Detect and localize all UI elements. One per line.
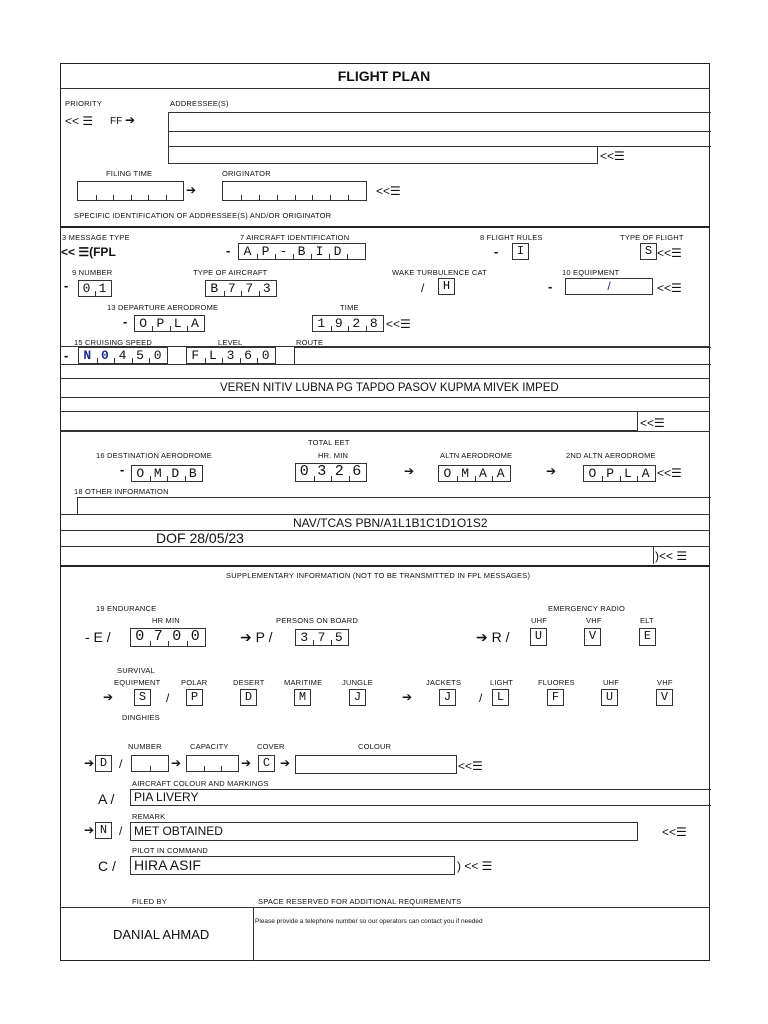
total-eet-field[interactable]: 0 3 2 6 bbox=[295, 463, 367, 482]
destination-field[interactable]: O M D B bbox=[131, 465, 203, 482]
equipment-value: / bbox=[607, 279, 611, 293]
pilot-field[interactable] bbox=[130, 856, 455, 875]
radio-prefix: ➔ R / bbox=[476, 629, 510, 645]
other-info-field[interactable] bbox=[77, 497, 711, 515]
vhf2-field[interactable]: V bbox=[656, 689, 673, 706]
divider bbox=[60, 226, 710, 228]
arrow-icon: ➔ bbox=[280, 756, 291, 770]
level-label: LEVEL bbox=[218, 338, 243, 347]
priority-value: FF bbox=[110, 116, 123, 127]
originator-label: ORIGINATOR bbox=[222, 169, 271, 178]
dinghies-d-field[interactable]: D bbox=[95, 755, 112, 772]
route-field[interactable] bbox=[294, 347, 711, 365]
persons-label: PERSONS ON BOARD bbox=[276, 616, 358, 625]
aircraft-colour-value: PIA LIVERY bbox=[134, 790, 199, 804]
other-info-end-field[interactable] bbox=[60, 546, 654, 564]
originator-field[interactable] bbox=[222, 181, 367, 201]
uhf-field[interactable]: U bbox=[530, 628, 547, 646]
end-mark: <<☰ bbox=[458, 759, 483, 773]
altn-field[interactable]: O M A A bbox=[438, 465, 511, 482]
wake-label: WAKE TURBULENCE CAT bbox=[392, 268, 487, 277]
level-field[interactable]: F L 3 6 0 bbox=[186, 347, 276, 364]
survival-equipment-label: EQUIPMENT bbox=[114, 678, 161, 687]
divider bbox=[60, 514, 710, 515]
elt-label: ELT bbox=[640, 616, 654, 625]
uhf2-field[interactable]: U bbox=[601, 689, 618, 706]
route-label: ROUTE bbox=[296, 338, 324, 347]
dinghy-number-field[interactable] bbox=[131, 755, 169, 772]
dash: - bbox=[64, 278, 69, 293]
other-info-line-1: NAV/TCAS PBN/A1L1B1C1D1O1S2 bbox=[293, 516, 488, 530]
aircraft-id-field[interactable]: A P - B I D bbox=[238, 243, 366, 260]
speed-field[interactable]: N 0 4 5 0 bbox=[78, 347, 168, 364]
filing-time-label: FILING TIME bbox=[106, 169, 153, 178]
dash: - bbox=[120, 462, 125, 477]
aircraft-id-label: 7 AIRCRAFT IDENTIFICATION bbox=[240, 233, 350, 242]
arrow-icon: ➔ bbox=[241, 756, 252, 770]
colour-field[interactable] bbox=[295, 755, 457, 774]
endurance-prefix: - E / bbox=[85, 629, 111, 645]
slash: / bbox=[421, 281, 425, 295]
type-of-flight-field[interactable]: S bbox=[640, 243, 657, 260]
time-field[interactable]: 1 9 2 8 bbox=[312, 315, 384, 332]
departure-field[interactable]: O P L A bbox=[134, 315, 205, 332]
end-mark: <<☰ bbox=[657, 246, 682, 260]
priority-prefix: << ☰ bbox=[65, 114, 94, 128]
desert-field[interactable]: D bbox=[240, 689, 257, 706]
arrow-icon: ➔ bbox=[84, 756, 95, 770]
priority-label: PRIORITY bbox=[65, 99, 103, 108]
wake-field[interactable]: H bbox=[438, 278, 455, 295]
route-continuation-field[interactable] bbox=[60, 411, 638, 431]
endurance-hr-min-label: HR MIN bbox=[152, 616, 180, 625]
arrow-icon: ➔ bbox=[84, 823, 95, 837]
space-reserved-label: SPACE RESERVED FOR ADDITIONAL REQUIREMENTS bbox=[258, 897, 462, 906]
survival-s-field[interactable]: S bbox=[134, 689, 151, 706]
dinghy-capacity-label: CAPACITY bbox=[190, 742, 229, 751]
arrow-icon: ➔ bbox=[186, 183, 197, 197]
altn2-label: 2ND ALTN AERODROME bbox=[566, 451, 656, 460]
other-info-line-2: DOF 28/05/23 bbox=[156, 530, 244, 546]
endurance-label: 19 ENDURANCE bbox=[96, 604, 157, 613]
dinghies-label: DINGHIES bbox=[122, 713, 160, 722]
end-mark: <<☰ bbox=[386, 317, 411, 331]
end-mark: <<☰ bbox=[662, 825, 687, 839]
slash: / bbox=[166, 691, 170, 705]
end-mark: <<☰ bbox=[657, 466, 682, 480]
addressee-field-3[interactable] bbox=[168, 146, 598, 164]
end-mark: <<☰ bbox=[640, 416, 665, 430]
elt-field[interactable]: E bbox=[639, 628, 656, 646]
slash: / bbox=[119, 824, 123, 838]
dash: - bbox=[64, 348, 69, 363]
uhf-label: UHF bbox=[531, 616, 548, 625]
persons-field[interactable]: 3 7 5 bbox=[295, 629, 349, 646]
speed-label: 15 CRUISING SPEED bbox=[74, 338, 153, 347]
arrow-icon: ➔ bbox=[171, 756, 182, 770]
divider bbox=[60, 364, 710, 365]
equipment-label: 10 EQUIPMENT bbox=[562, 268, 620, 277]
arrow-icon: ➔ bbox=[103, 690, 114, 704]
end-mark: <<☰ bbox=[657, 281, 682, 295]
close-mark: )<< ☰ bbox=[655, 549, 688, 563]
jungle-field[interactable]: J bbox=[349, 689, 366, 706]
divider bbox=[60, 378, 710, 379]
arrow-icon: ➔ bbox=[404, 464, 415, 478]
aircraft-type-field[interactable]: B 7 7 3 bbox=[205, 280, 277, 297]
addressee-field-1[interactable] bbox=[168, 112, 711, 132]
dinghy-number-label: NUMBER bbox=[128, 742, 162, 751]
vhf-label: VHF bbox=[586, 616, 602, 625]
flight-rules-field[interactable]: I bbox=[512, 243, 529, 260]
light-label: LIGHT bbox=[490, 678, 514, 687]
departure-label: 13 DEPARTURE AERODROME bbox=[107, 303, 219, 312]
time-label: TIME bbox=[340, 303, 359, 312]
dash: - bbox=[226, 243, 231, 258]
filing-time-field[interactable] bbox=[77, 181, 184, 201]
altn-label: ALTN AERODROME bbox=[440, 451, 513, 460]
divider bbox=[60, 907, 710, 908]
fluores-field[interactable]: F bbox=[547, 689, 564, 706]
aircraft-type-label: TYPE OF AIRCRAFT bbox=[193, 268, 268, 277]
destination-label: 16 DESTINATION AERODROME bbox=[96, 451, 212, 460]
slash: / bbox=[479, 691, 483, 705]
type-of-flight-label: TYPE OF FLIGHT bbox=[620, 233, 684, 242]
number-field[interactable]: 0 1 bbox=[78, 280, 112, 297]
pilot-close-mark: ) << ☰ bbox=[457, 859, 493, 873]
specific-id-label: SPECIFIC IDENTIFICATION OF ADDRESSEE(S) AND/OR ORIGINATOR bbox=[74, 211, 332, 220]
total-eet-label: TOTAL EET bbox=[308, 438, 350, 447]
arrow-icon: ➔ bbox=[402, 690, 413, 704]
divider bbox=[60, 397, 710, 398]
arrow-icon: ➔ bbox=[546, 464, 557, 478]
altn2-field[interactable]: O P L A bbox=[583, 465, 656, 482]
maritime-field[interactable]: M bbox=[294, 689, 311, 706]
filed-by-divider bbox=[253, 907, 254, 961]
survival-label: SURVIVAL bbox=[117, 666, 156, 675]
aircraft-colour-label: AIRCRAFT COLOUR AND MARKINGS bbox=[132, 779, 269, 788]
dash: - bbox=[123, 314, 128, 329]
vhf2-label: VHF bbox=[657, 678, 673, 687]
remark-value: MET OBTAINED bbox=[134, 824, 223, 838]
jackets-field[interactable]: J bbox=[439, 689, 456, 706]
remark-n-field[interactable]: N bbox=[95, 822, 112, 839]
dash: - bbox=[494, 244, 499, 259]
hr-min-label: HR. MIN bbox=[318, 451, 349, 460]
light-field[interactable]: L bbox=[492, 689, 509, 706]
dinghy-capacity-field[interactable] bbox=[186, 755, 239, 772]
dinghy-colour-label: COLOUR bbox=[358, 742, 392, 751]
end-mark: <<☰ bbox=[376, 184, 401, 198]
cover-field[interactable]: C bbox=[258, 755, 275, 772]
aircraft-colour-field[interactable] bbox=[130, 789, 711, 806]
divider bbox=[60, 88, 710, 89]
addressee-field-2[interactable] bbox=[168, 131, 711, 147]
end-mark: <<☰ bbox=[600, 149, 625, 163]
divider bbox=[60, 431, 710, 432]
polar-label: POLAR bbox=[181, 678, 208, 687]
equipment-field[interactable] bbox=[565, 278, 653, 295]
number-label: 9 NUMBER bbox=[72, 268, 113, 277]
route-text: VEREN NITIV LUBNA PG TAPDO PASOV KUPMA MIVEK IMPED bbox=[220, 382, 559, 394]
supplementary-label: SUPPLEMENTARY INFORMATION (NOT TO BE TRANSMITTED IN FPL MESSAGES) bbox=[226, 571, 531, 580]
remark-label: REMARK bbox=[132, 812, 166, 821]
c-prefix: C / bbox=[98, 858, 116, 874]
pilot-label: PILOT IN COMMAND bbox=[132, 846, 208, 855]
polar-field[interactable]: P bbox=[186, 689, 203, 706]
other-info-label: 18 OTHER INFORMATION bbox=[74, 487, 169, 496]
maritime-label: MARITIME bbox=[284, 678, 323, 687]
addressee-label: ADDRESSEE(S) bbox=[170, 99, 229, 108]
additional-note: Please provide a telephone number so our operators can contact you if needed bbox=[255, 918, 483, 925]
desert-label: DESERT bbox=[233, 678, 265, 687]
dinghy-cover-label: COVER bbox=[257, 742, 285, 751]
a-prefix: A / bbox=[98, 791, 115, 807]
message-type-value: << ☰(FPL bbox=[61, 245, 116, 259]
vhf-field[interactable]: V bbox=[584, 628, 601, 646]
page-title: FLIGHT PLAN bbox=[337, 68, 431, 84]
uhf2-label: UHF bbox=[603, 678, 620, 687]
filed-by-value: DANIAL AHMAD bbox=[113, 927, 210, 942]
pilot-value: HIRA ASIF bbox=[134, 857, 201, 873]
filed-by-label: FILED BY bbox=[132, 897, 167, 906]
slash: / bbox=[119, 757, 123, 771]
message-type-label: 3 MESSAGE TYPE bbox=[62, 233, 130, 242]
divider bbox=[60, 565, 710, 567]
jackets-label: JACKETS bbox=[426, 678, 462, 687]
persons-prefix: ➔ P / bbox=[240, 629, 273, 645]
flight-rules-label: 8 FLIGHT RULES bbox=[480, 233, 543, 242]
dash: - bbox=[548, 279, 553, 294]
remark-field[interactable] bbox=[130, 822, 638, 841]
arrow-icon: ➔ bbox=[125, 113, 136, 127]
fluores-label: FLUORES bbox=[538, 678, 575, 687]
emergency-radio-label: EMERGENCY RADIO bbox=[548, 604, 626, 613]
jungle-label: JUNGLE bbox=[342, 678, 373, 687]
endurance-field[interactable]: 0 7 0 0 bbox=[130, 628, 206, 647]
